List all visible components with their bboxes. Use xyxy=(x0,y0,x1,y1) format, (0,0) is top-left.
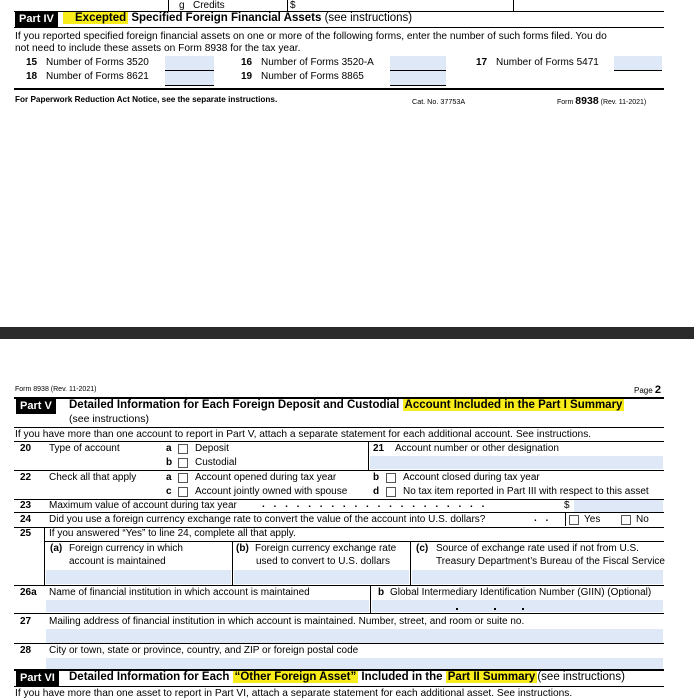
rule xyxy=(14,585,664,586)
page2-form-header: Form 8938 (Rev. 11-2021) xyxy=(15,386,97,393)
no-checkbox[interactable] xyxy=(621,515,631,525)
part-v-intro: If you have more than one account to report in Part V, attach a separate statement for each additional account. See instructions. xyxy=(15,429,592,440)
line-23-dollar: $ xyxy=(564,500,570,511)
part-iv-intro-1: If you reported specified foreign financial assets on one or more of the following forms, enter the number of such forms filed. You do xyxy=(15,31,607,42)
page-label: Page xyxy=(634,386,653,395)
line-23-label: Maximum value of account during tax year xyxy=(49,500,237,511)
line-16-input[interactable] xyxy=(390,56,446,70)
part-vi-title-2: Included in the xyxy=(361,671,443,683)
rule xyxy=(44,541,664,542)
line-23-dots: . . . . . . . . . . . . . . . . . . . . xyxy=(262,499,488,510)
line-22c-letter: c xyxy=(166,486,172,497)
rule xyxy=(390,85,446,86)
part-v-label: Part V xyxy=(16,399,56,414)
city-country-input[interactable] xyxy=(46,658,663,669)
line-23-num: 23 xyxy=(20,500,32,511)
line-16-label: Number of Forms 3520-A xyxy=(261,57,374,68)
giin-separator-dot xyxy=(494,608,496,610)
part-vi-intro: If you have more than one asset to report in Part VI, attach a separate statement for each additional asset. See instructions. xyxy=(15,688,573,699)
line-18-input[interactable] xyxy=(165,71,214,85)
line-22d-label: No tax item reported in Part III with respect to this asset xyxy=(403,486,649,497)
deposit-checkbox[interactable] xyxy=(178,444,188,454)
part-vi-title-note: (see instructions) xyxy=(537,671,625,683)
part-iv-title-rest: Specified Foreign Financial Assets xyxy=(131,12,322,24)
page2-page-label xyxy=(634,384,661,396)
part-v-title-note: (see instructions) xyxy=(69,413,149,425)
line-27-num: 27 xyxy=(20,616,32,627)
line-24-dots: . . xyxy=(534,513,552,524)
line-25a-letter: (a) xyxy=(50,543,63,554)
part-vi-title-highlight-1: “Other Foreign Asset” xyxy=(234,671,357,683)
part-iv-label: Part IV xyxy=(15,12,58,27)
rule xyxy=(44,527,45,585)
line-25c-letter: (c) xyxy=(416,543,429,554)
line-17-input[interactable] xyxy=(614,56,662,70)
line-g-letter: g xyxy=(179,0,185,11)
mailing-address-input[interactable] xyxy=(46,629,663,643)
part-v-title-plain: Detailed Information for Each Foreign Deposit and Custodial xyxy=(69,399,400,411)
exchange-rate-input[interactable] xyxy=(234,570,409,584)
line-25-label: If you answered “Yes” to line 24, complete all that apply. xyxy=(49,528,296,539)
rule xyxy=(165,85,214,86)
line-18-label: Number of Forms 8621 xyxy=(46,71,149,82)
line-20b-letter: b xyxy=(166,457,173,468)
line-22a-letter: a xyxy=(166,472,172,483)
giin-separator-dot xyxy=(456,608,458,610)
line-25c-label-1: Source of exchange rate used if not from U.S. xyxy=(436,543,639,554)
rule xyxy=(14,613,664,614)
giin-separator-dot xyxy=(522,608,524,610)
account-number-input[interactable] xyxy=(370,456,663,469)
part-iv-title-highlight: Excepted xyxy=(63,12,128,24)
custodial-checkbox[interactable] xyxy=(178,458,188,468)
line-17-label: Number of Forms 5471 xyxy=(496,57,599,68)
line-22d-letter: d xyxy=(373,486,380,497)
line-26a-num: 26a xyxy=(20,587,37,598)
line-17-num: 17 xyxy=(476,57,488,68)
form-footer-prefix: Form xyxy=(557,99,574,106)
line-28-num: 28 xyxy=(20,645,32,656)
rule xyxy=(14,512,664,513)
line-24-num: 24 xyxy=(20,514,32,525)
rule xyxy=(368,441,369,470)
line-26b-letter: b xyxy=(378,587,385,598)
line-24-label: Did you use a foreign currency exchange rate to convert the value of the account into U.S. dollars? xyxy=(49,514,486,525)
line-15-label: Number of Forms 3520 xyxy=(46,57,149,68)
yes-label: Yes xyxy=(584,514,601,525)
line-26b-label: Global Intermediary Identification Number (GIIN) (Optional) xyxy=(390,587,652,598)
line-28-label: City or town, state or province, country, and ZIP or foreign postal code xyxy=(49,645,359,656)
line-25a-label-2: account is maintained xyxy=(69,556,166,567)
rule xyxy=(14,88,664,90)
rule xyxy=(565,512,566,526)
form-footer-number: 8938 xyxy=(575,95,599,107)
page-separator xyxy=(0,327,694,339)
paperwork-notice: For Paperwork Reduction Act Notice, see the separate instructions. xyxy=(15,95,278,104)
line-22-label: Check all that apply xyxy=(49,472,137,483)
part-vi-title xyxy=(69,671,625,683)
line-g-label: Credits xyxy=(193,0,225,11)
line-25-num: 25 xyxy=(20,528,32,539)
line-16-num: 16 xyxy=(241,57,253,68)
part-vi-label: Part VI xyxy=(16,671,59,686)
part-iv-intro-2: not need to include these assets on Form 8938 for the tax year. xyxy=(15,43,301,54)
line-20-num: 20 xyxy=(20,443,32,454)
line-25b-letter: (b) xyxy=(236,543,249,554)
yes-checkbox[interactable] xyxy=(569,515,579,525)
line-25a-label-1: Foreign currency in which xyxy=(69,543,183,554)
rule xyxy=(14,441,664,442)
rule xyxy=(614,70,662,71)
line-g-dollar: $ xyxy=(290,0,296,11)
line-20a-letter: a xyxy=(166,443,172,454)
line-15-input[interactable] xyxy=(165,56,214,70)
account-opened-checkbox[interactable] xyxy=(178,473,188,483)
no-label: No xyxy=(636,514,649,525)
rule xyxy=(14,470,664,471)
line-25c-label-2: Treasury Department’s Bureau of the Fiscal Service xyxy=(436,556,665,567)
part-iv-title xyxy=(63,12,412,24)
rule xyxy=(370,585,371,613)
part-vi-title-highlight-2: Part II Summary xyxy=(447,671,536,683)
line-27-label: Mailing address of financial institution in which account is maintained. Number, street, and room or suite no. xyxy=(49,616,525,627)
line-18-num: 18 xyxy=(26,71,38,82)
line-22a-label: Account opened during tax year xyxy=(195,472,337,483)
line-20a-label: Deposit xyxy=(195,443,229,454)
line-20-label: Type of account xyxy=(49,443,120,454)
foreign-currency-input[interactable] xyxy=(46,570,231,584)
line-19-label: Number of Forms 8865 xyxy=(261,71,364,82)
line-15-num: 15 xyxy=(26,57,38,68)
exchange-source-input[interactable] xyxy=(412,570,663,584)
page-number: 2 xyxy=(654,384,662,396)
giin-input[interactable] xyxy=(372,600,663,612)
line-21-label: Account number or other designation xyxy=(395,443,559,454)
line-22b-letter: b xyxy=(373,472,380,483)
line-26a-label: Name of financial institution in which account is maintained xyxy=(49,587,310,598)
part-iv-title-note: (see instructions) xyxy=(324,12,413,24)
part-v-title-highlight: Account Included in the Part I Summary xyxy=(404,399,623,411)
rule xyxy=(14,643,664,644)
line-22b-label: Account closed during tax year xyxy=(403,472,540,483)
form-footer xyxy=(557,95,646,107)
no-tax-item-checkbox[interactable] xyxy=(386,487,396,497)
line-25b-label-1: Foreign currency exchange rate xyxy=(255,543,397,554)
part-vi-title-1: Detailed Information for Each xyxy=(69,671,230,683)
line-25b-label-2: used to convert to U.S. dollars xyxy=(256,556,390,567)
line-22-num: 22 xyxy=(20,472,32,483)
rule xyxy=(14,427,664,428)
line-19-num: 19 xyxy=(241,71,253,82)
form-footer-rev: (Rev. 11-2021) xyxy=(600,99,647,106)
account-closed-checkbox[interactable] xyxy=(386,473,396,483)
rule xyxy=(410,541,411,585)
line-21-num: 21 xyxy=(373,443,385,454)
rule xyxy=(14,686,664,687)
jointly-owned-checkbox[interactable] xyxy=(178,487,188,497)
part-v-title xyxy=(69,399,624,411)
line-19-input[interactable] xyxy=(390,71,446,85)
line-22c-label: Account jointly owned with spouse xyxy=(195,486,348,497)
rule xyxy=(232,541,233,585)
max-value-input[interactable] xyxy=(574,500,663,512)
line-20b-label: Custodial xyxy=(195,457,237,468)
rule xyxy=(14,27,664,28)
institution-name-input[interactable] xyxy=(46,600,369,612)
cat-number: Cat. No. 37753A xyxy=(412,97,466,106)
